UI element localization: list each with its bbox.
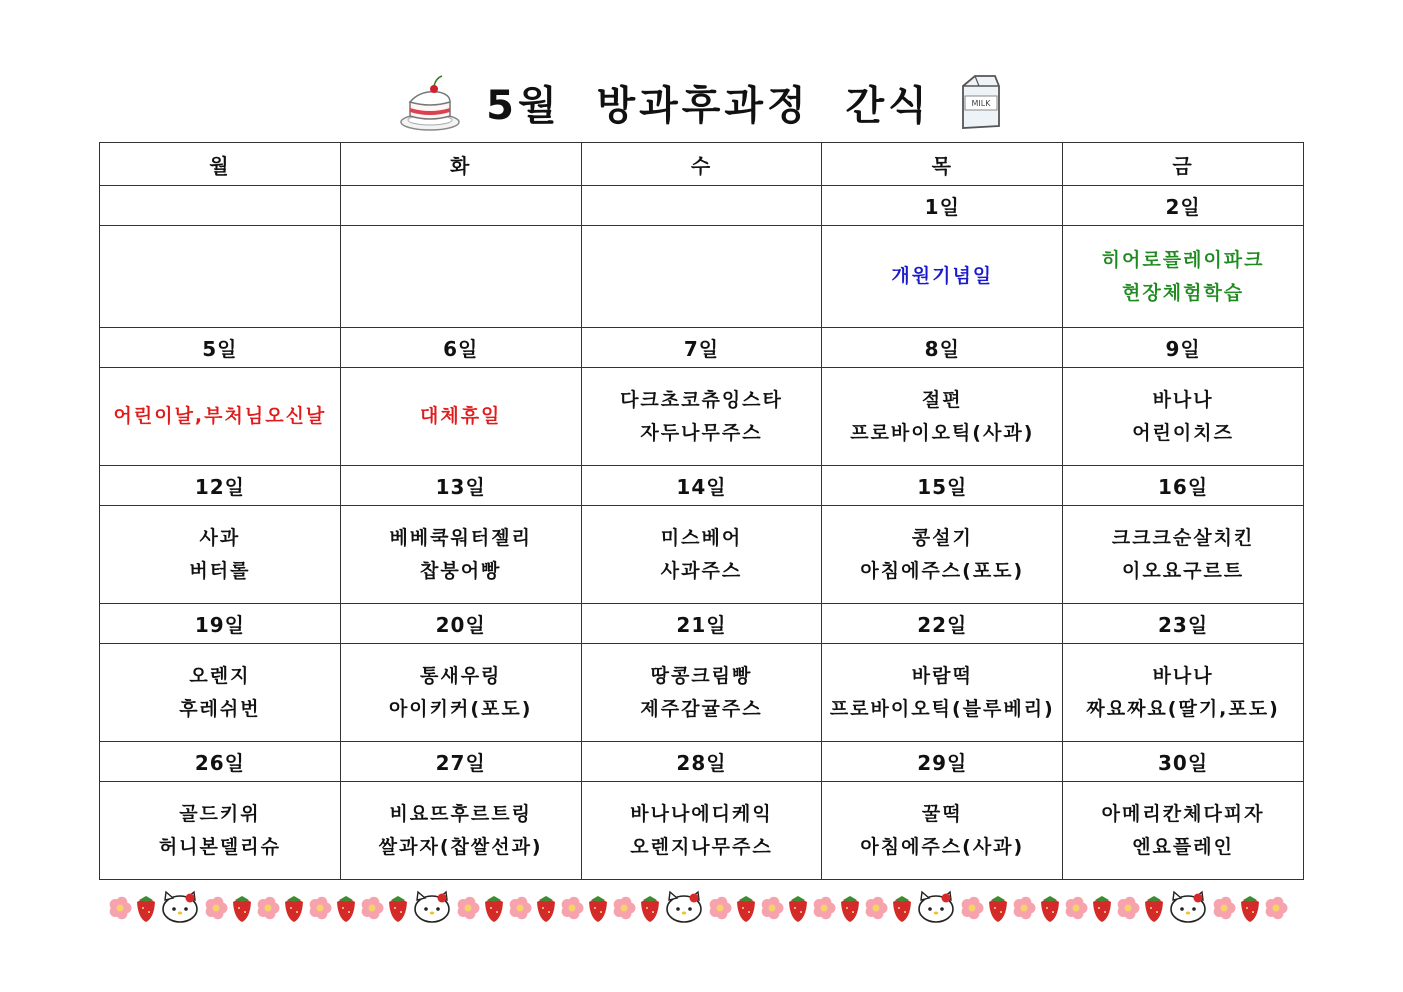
menu-cell [100, 644, 341, 742]
date-cell: 26일 [100, 742, 341, 782]
strawberry-icon [233, 896, 251, 922]
snack-item: 아이키커(포도) [388, 697, 533, 720]
menu-row [100, 506, 1304, 604]
page-title: 5월 방과후과정 간식 [486, 82, 931, 129]
snack-item: 절편 [921, 388, 963, 411]
event-label: 개원기념일 [891, 265, 994, 287]
date-cell: 9일 [1063, 328, 1304, 368]
date-cell: 29일 [822, 742, 1063, 782]
date-cell [581, 186, 822, 226]
date-cell: 13일 [340, 466, 581, 506]
snack-item: 쌀과자(찹쌀선과) [378, 835, 543, 858]
menu-cell [581, 226, 822, 328]
date-cell [100, 186, 341, 226]
strawberry-hello-kitty-border [106, 888, 1296, 928]
snack-item: 바람떡 [911, 664, 973, 687]
snack-item: 아침에주스(포도) [860, 559, 1025, 582]
snack-item: 사과 [199, 526, 241, 549]
flower-icon [458, 897, 480, 919]
strawberry-icon [737, 896, 755, 922]
snack-item: 다크초코츄잉스타 [620, 388, 783, 411]
menu-body [100, 186, 1304, 880]
snack-item: 아침에주스(사과) [860, 835, 1025, 858]
menu-cell [1063, 782, 1304, 880]
snack-item: 짜요짜요(딸기,포도) [1086, 697, 1280, 720]
snack-item: 아메리칸체다피자 [1101, 802, 1265, 825]
event-label: 히어로플레이파크 [1101, 248, 1265, 271]
strawberry-icon [285, 896, 303, 922]
event-label: 어린이날,부처님오신날 [113, 405, 327, 427]
flower-icon [614, 897, 636, 919]
milk-carton-icon [955, 72, 1005, 132]
snack-item: 허니본델리슈 [158, 835, 281, 858]
event-label: 현장체험학습 [1122, 281, 1245, 304]
date-row [100, 328, 1304, 368]
kitty-icon [919, 892, 953, 922]
snack-item: 프로바이오틱(사과) [850, 421, 1035, 444]
snack-menu-table [99, 142, 1304, 880]
flower-icon [562, 897, 584, 919]
menu-cell [822, 782, 1063, 880]
date-row [100, 186, 1304, 226]
weekday-header: 수 [581, 143, 822, 186]
flower-icon [1066, 897, 1088, 919]
snack-item: 꿀떡 [921, 802, 963, 825]
date-cell: 22일 [822, 604, 1063, 644]
flower-icon [1214, 897, 1236, 919]
flower-icon [1266, 897, 1288, 919]
menu-cell [100, 368, 341, 466]
menu-cell [822, 226, 1063, 328]
kitty-icon [163, 892, 197, 922]
event-label: 대체휴일 [419, 405, 502, 427]
strawberry-icon [589, 896, 607, 922]
menu-cell [340, 506, 581, 604]
snack-item: 프로바이오틱(블루베리) [829, 697, 1055, 720]
menu-cell [581, 782, 822, 880]
snack-item: 오렌지 [189, 664, 251, 687]
menu-cell [1063, 506, 1304, 604]
menu-cell [822, 644, 1063, 742]
weekday-header: 금 [1063, 143, 1304, 186]
flower-icon [814, 897, 836, 919]
menu-cell [100, 506, 341, 604]
date-row [100, 742, 1304, 782]
snack-item: 자두나무주스 [640, 421, 763, 444]
snack-item: 크크크순살치킨 [1111, 526, 1255, 549]
date-cell: 23일 [1063, 604, 1304, 644]
snack-item: 바나나 [1152, 388, 1214, 411]
menu-cell [581, 368, 822, 466]
flower-icon [962, 897, 984, 919]
menu-cell [1063, 368, 1304, 466]
snack-item: 제주감귤주스 [640, 697, 763, 720]
weekday-header: 월 [100, 143, 341, 186]
strawberry-icon [1041, 896, 1059, 922]
menu-cell [340, 644, 581, 742]
snack-item: 사과주스 [660, 559, 743, 582]
menu-cell [581, 506, 822, 604]
snack-item: 바나나에디케익 [630, 802, 773, 825]
date-cell: 14일 [581, 466, 822, 506]
menu-cell [822, 368, 1063, 466]
date-cell: 7일 [581, 328, 822, 368]
strawberry-icon [1145, 896, 1163, 922]
date-cell: 5일 [100, 328, 341, 368]
menu-row [100, 368, 1304, 466]
strawberry-icon [537, 896, 555, 922]
snack-item: 버터롤 [189, 559, 251, 582]
snack-item: 후레쉬번 [179, 697, 261, 720]
date-cell: 12일 [100, 466, 341, 506]
date-cell: 27일 [340, 742, 581, 782]
snack-item: 땅콩크림빵 [650, 664, 753, 687]
snack-item: 통새우링 [419, 664, 502, 687]
flower-icon [362, 897, 384, 919]
flower-icon [258, 897, 280, 919]
snack-item: 이오요구르트 [1122, 559, 1245, 582]
snack-item: 미스베어 [660, 526, 743, 549]
cake-icon [398, 72, 462, 132]
flower-icon [866, 897, 888, 919]
date-row [100, 466, 1304, 506]
snack-item: 오렌지나무주스 [630, 835, 773, 858]
weekday-header: 목 [822, 143, 1063, 186]
snack-item: 엔요플레인 [1132, 835, 1234, 858]
strawberry-icon [1241, 896, 1259, 922]
snack-item: 비요뜨후르트링 [389, 802, 532, 825]
flower-icon [1014, 897, 1036, 919]
snack-item: 바나나 [1152, 664, 1214, 687]
menu-cell [340, 368, 581, 466]
date-cell: 15일 [822, 466, 1063, 506]
flower-icon [310, 897, 332, 919]
strawberry-icon [893, 896, 911, 922]
page-header [0, 62, 1403, 142]
date-cell [340, 186, 581, 226]
date-cell: 6일 [340, 328, 581, 368]
date-cell: 19일 [100, 604, 341, 644]
strawberry-icon [389, 896, 407, 922]
date-row [100, 604, 1304, 644]
strawberry-icon [841, 896, 859, 922]
snack-item: 골드키위 [179, 802, 261, 825]
date-cell: 1일 [822, 186, 1063, 226]
menu-cell [1063, 644, 1304, 742]
date-cell: 28일 [581, 742, 822, 782]
flower-icon [110, 897, 132, 919]
strawberry-icon [989, 896, 1007, 922]
weekday-header: 화 [340, 143, 581, 186]
strawberry-icon [1093, 896, 1111, 922]
snack-item: 베베쿡워터젤리 [389, 526, 532, 549]
weekday-header-row [100, 143, 1304, 186]
date-cell: 20일 [340, 604, 581, 644]
flower-icon [206, 897, 228, 919]
date-cell: 21일 [581, 604, 822, 644]
snack-item: 어린이치즈 [1132, 421, 1234, 444]
strawberry-icon [641, 896, 659, 922]
menu-row [100, 782, 1304, 880]
flower-icon [762, 897, 784, 919]
strawberry-icon [137, 896, 155, 922]
snack-item: 찹붕어빵 [419, 559, 502, 582]
strawberry-icon [337, 896, 355, 922]
menu-cell [100, 226, 341, 328]
date-cell: 16일 [1063, 466, 1304, 506]
date-cell: 30일 [1063, 742, 1304, 782]
strawberry-icon [485, 896, 503, 922]
menu-cell [581, 644, 822, 742]
kitty-icon [667, 892, 701, 922]
snack-item: 콩설기 [911, 526, 973, 549]
menu-cell [1063, 226, 1304, 328]
menu-cell [340, 782, 581, 880]
flower-icon [510, 897, 532, 919]
menu-row [100, 226, 1304, 328]
date-cell: 8일 [822, 328, 1063, 368]
menu-cell [822, 506, 1063, 604]
menu-cell [340, 226, 581, 328]
strawberry-icon [789, 896, 807, 922]
flower-icon [1118, 897, 1140, 919]
menu-cell [100, 782, 341, 880]
kitty-icon [415, 892, 449, 922]
flower-icon [710, 897, 732, 919]
kitty-icon [1171, 892, 1205, 922]
date-cell: 2일 [1063, 186, 1304, 226]
menu-row [100, 644, 1304, 742]
milk-label: MILK [971, 99, 991, 108]
